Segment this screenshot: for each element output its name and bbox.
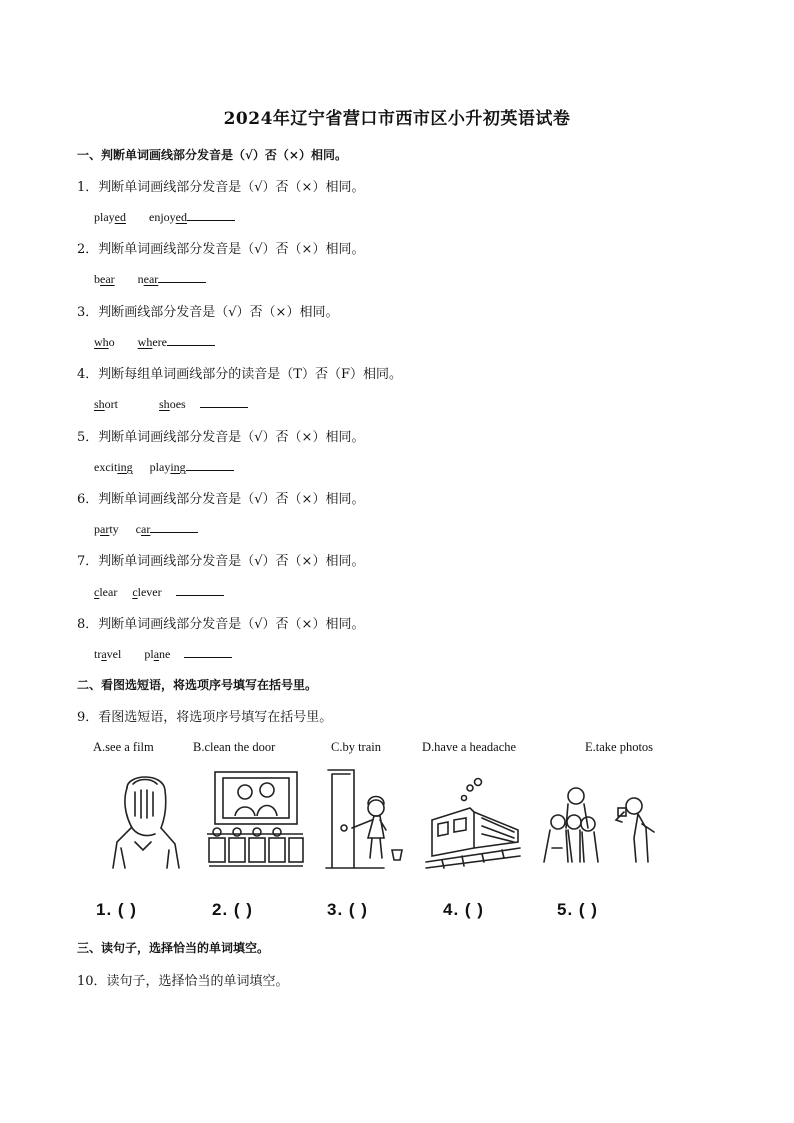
- word-1: played: [94, 210, 126, 224]
- question-3: 3．判断画线部分发音是（√）否（×）相同。: [77, 305, 339, 320]
- option-a: A.see a film: [93, 740, 154, 754]
- question-3-words: [94, 333, 215, 350]
- question-4-words: [94, 395, 248, 412]
- option-e: E.take photos: [585, 740, 654, 754]
- option-d: D.have a headache: [422, 740, 517, 754]
- answer-slot-5[interactable]: 5. ( ): [557, 900, 598, 919]
- answer-slot-4[interactable]: 4. ( ): [443, 900, 484, 919]
- word-1: exciting: [94, 460, 133, 474]
- word-2: where: [137, 335, 167, 349]
- question-4: 4．判断每组单词画线部分的读音是（T）否（F）相同。: [77, 367, 402, 382]
- take-photos-picture: [538, 768, 663, 873]
- word-2: enjoyed: [149, 210, 187, 224]
- word-1: bear: [94, 272, 115, 286]
- word-1: clear: [94, 585, 118, 599]
- question-9: 9．看图选短语，将选项序号填写在括号里。: [77, 710, 333, 725]
- answer-blank[interactable]: [176, 583, 224, 596]
- question-6-words: [94, 520, 198, 537]
- word-2: clever: [132, 585, 162, 599]
- option-b: B.clean the door: [193, 740, 276, 754]
- answer-slot-2[interactable]: 2. ( ): [212, 900, 253, 919]
- question-5-words: [94, 458, 234, 475]
- headache-picture: [105, 768, 185, 873]
- word-2: car: [135, 522, 151, 536]
- question-2-words: [94, 270, 206, 287]
- word-2: near: [137, 272, 159, 286]
- word-1: short: [94, 397, 119, 411]
- answer-blank[interactable]: [200, 395, 248, 408]
- train-picture: [422, 768, 522, 873]
- question-10: 10．读句子，选择恰当的单词填空。: [77, 974, 289, 989]
- answer-blank[interactable]: [150, 520, 198, 533]
- answer-slot-1[interactable]: 1. ( ): [96, 900, 137, 919]
- question-1-words: [94, 208, 235, 225]
- answer-blank[interactable]: [186, 458, 234, 471]
- cinema-picture: [205, 768, 305, 873]
- answer-slot-3[interactable]: 3. ( ): [327, 900, 368, 919]
- page-title: 2024年辽宁省营口市西市区小升初英语试卷: [223, 109, 571, 129]
- word-2: playing: [149, 460, 186, 474]
- option-c: C.by train: [331, 740, 381, 754]
- word-1: party: [94, 522, 119, 536]
- question-5: 5．判断单词画线部分发音是（√）否（×）相同。: [77, 430, 365, 445]
- section-2-heading: 二、看图选短语，将选项序号填写在括号里。: [77, 678, 318, 692]
- word-1: travel: [94, 647, 122, 661]
- question-7: 7．判断单词画线部分发音是（√）否（×）相同。: [77, 554, 365, 569]
- question-1: 1．判断单词画线部分发音是（√）否（×）相同。: [77, 180, 365, 195]
- question-2: 2．判断单词画线部分发音是（√）否（×）相同。: [77, 242, 365, 257]
- answer-blank[interactable]: [187, 208, 235, 221]
- question-8: 8．判断单词画线部分发音是（√）否（×）相同。: [77, 617, 365, 632]
- question-6: 6．判断单词画线部分发音是（√）否（×）相同。: [77, 492, 365, 507]
- word-1: who: [94, 335, 115, 349]
- question-8-words: [94, 645, 232, 662]
- section-3-heading: 三、读句子，选择恰当的单词填空。: [77, 941, 270, 955]
- answer-blank[interactable]: [167, 333, 215, 346]
- question-7-words: [94, 583, 224, 600]
- answer-blank[interactable]: [184, 645, 232, 658]
- section-1-heading: 一、判断单词画线部分发音是（√）否（×）相同。: [77, 148, 347, 162]
- word-2: plane: [144, 647, 171, 661]
- clean-door-picture: [324, 768, 409, 873]
- word-2: shoes: [159, 397, 186, 411]
- answer-blank[interactable]: [158, 270, 206, 283]
